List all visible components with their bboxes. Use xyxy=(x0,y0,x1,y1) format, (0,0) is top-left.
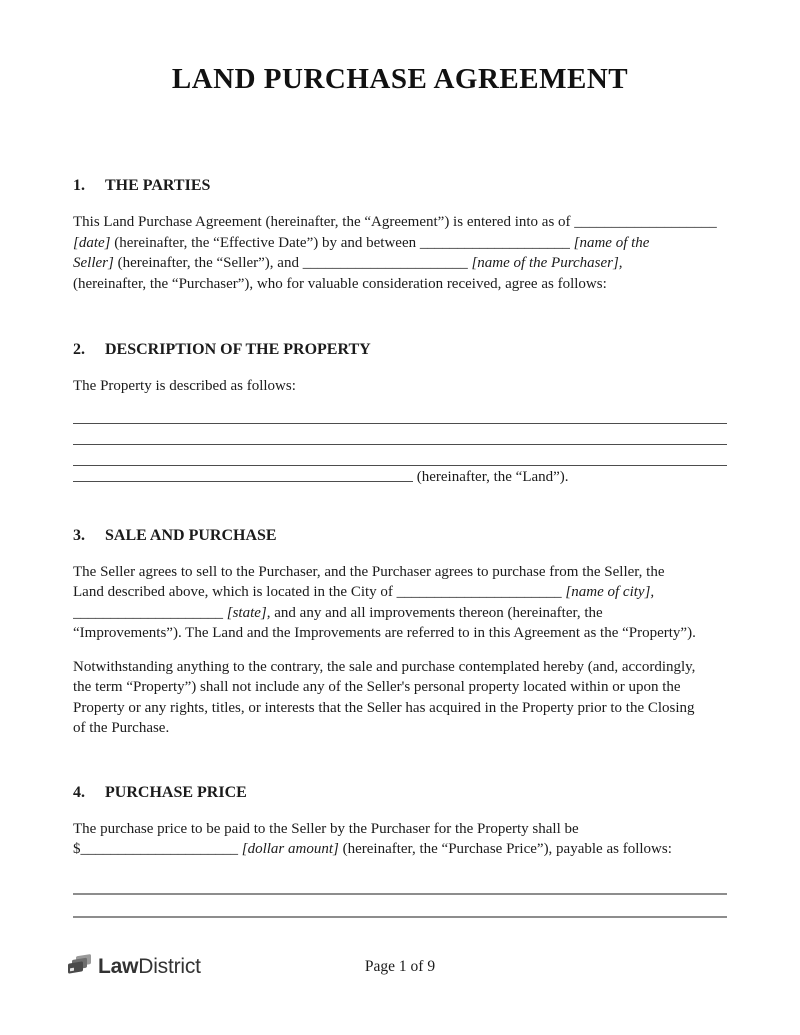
text-line xyxy=(73,376,727,397)
placeholder-run: [name of city], xyxy=(565,584,655,600)
section-title: DESCRIPTION OF THE PROPERTY xyxy=(105,341,371,358)
section-heading xyxy=(73,340,727,360)
paragraph xyxy=(73,819,727,860)
text-run: ____________________ xyxy=(419,234,574,251)
text-run: The Seller agrees to sell to the Purchaser, and the Purchaser agrees to purchase from the Seller, the xyxy=(73,563,665,580)
text-line xyxy=(73,274,727,295)
text-line xyxy=(73,562,727,583)
section-heading xyxy=(73,783,727,803)
section-number: 2. xyxy=(73,341,85,358)
brand-district: District xyxy=(138,954,201,978)
section-number: 3. xyxy=(73,526,85,544)
section-title: SALE AND PURCHASE xyxy=(105,526,277,544)
sections-container xyxy=(73,176,727,918)
text-run: Property or any rights, titles, or interests that the Seller has acquired in the Property prior to the Closing xyxy=(73,699,695,716)
agreement-section xyxy=(73,340,727,488)
blank-line xyxy=(73,424,727,445)
text-run: (hereinafter, the “Purchaser”), who for valuable consideration received, agree as follows: xyxy=(73,275,607,292)
text-line xyxy=(73,582,727,603)
section-heading xyxy=(73,526,727,546)
section-title: THE PARTIES xyxy=(105,177,211,194)
blank-line xyxy=(73,403,727,424)
paragraph xyxy=(73,376,727,397)
text-line xyxy=(73,657,727,678)
text-run: ___________________ xyxy=(574,214,717,230)
text-run: The Property is described as follows: xyxy=(73,378,296,394)
text-run: (hereinafter, the “Effective Date”) by and between xyxy=(110,234,420,251)
text-line xyxy=(73,819,727,840)
text-line xyxy=(73,718,727,739)
text-run: ______________________ xyxy=(396,584,566,600)
blank-line xyxy=(73,445,727,466)
page-number: Page 1 of 9 xyxy=(364,958,436,975)
section-number: 4. xyxy=(73,783,85,801)
text-run: Land described above, which is located in the City of xyxy=(73,584,397,600)
text-run: ____________________ xyxy=(73,604,227,621)
placeholder-run: Seller] xyxy=(73,255,114,271)
section-number: 1. xyxy=(73,177,85,194)
text-line xyxy=(73,233,727,254)
text-run: _____________________ xyxy=(80,841,242,857)
text-run: (hereinafter, the “Seller”), and xyxy=(113,255,303,271)
text-run: the term “Property”) shall not include any of the Seller's personal property located within or upon the xyxy=(73,679,681,695)
text-run: , and any and all improvements thereon (hereinafter, the xyxy=(266,604,603,621)
text-run: The purchase price to be paid to the Seller by the Purchaser for the Property shall be xyxy=(73,820,579,837)
brand-law: Law xyxy=(98,954,139,978)
placeholder-run: [date] xyxy=(73,234,111,251)
blank-line xyxy=(73,872,727,895)
blank-line-with-text xyxy=(73,466,727,488)
blank-line-partial xyxy=(73,477,413,482)
text-run: (hereinafter, the “Purchase Price”), payable as follows: xyxy=(338,841,672,857)
text-run: ______________________ xyxy=(302,255,472,271)
text-run: $ xyxy=(73,841,81,857)
document-title: LAND PURCHASE AGREEMENT xyxy=(171,63,629,95)
agreement-section xyxy=(73,526,727,739)
agreement-section xyxy=(73,176,727,294)
text-line xyxy=(73,839,727,860)
text-line xyxy=(73,698,727,719)
placeholder-run: [dollar amount] xyxy=(241,841,339,857)
placeholder-run: [name of the xyxy=(573,234,650,251)
agreement-section xyxy=(73,783,727,918)
paragraph xyxy=(73,657,727,739)
section-title: PURCHASE PRICE xyxy=(105,783,247,801)
section-heading xyxy=(73,176,727,196)
text-line xyxy=(73,623,727,644)
placeholder-run: [state] xyxy=(226,604,267,621)
paragraph xyxy=(73,562,727,644)
text-run: “Improvements”). The Land and the Improvements are referred to in this Agreement as the “Property”). xyxy=(73,625,696,641)
text-run: Notwithstanding anything to the contrary, the sale and purchase contemplated hereby (and, accordingly, xyxy=(73,658,696,675)
text-line xyxy=(73,603,727,624)
text-run: This Land Purchase Agreement (hereinafter, the “Agreement”) is entered into as of xyxy=(73,214,575,230)
text-line xyxy=(73,212,727,233)
text-line xyxy=(73,677,727,698)
paragraph xyxy=(73,212,727,294)
text-run: (hereinafter, the “Land”). xyxy=(413,468,569,485)
blank-line xyxy=(73,895,727,918)
placeholder-run: [name of the Purchaser], xyxy=(471,255,623,271)
text-line xyxy=(73,253,727,274)
text-run: of the Purchase. xyxy=(73,720,170,736)
